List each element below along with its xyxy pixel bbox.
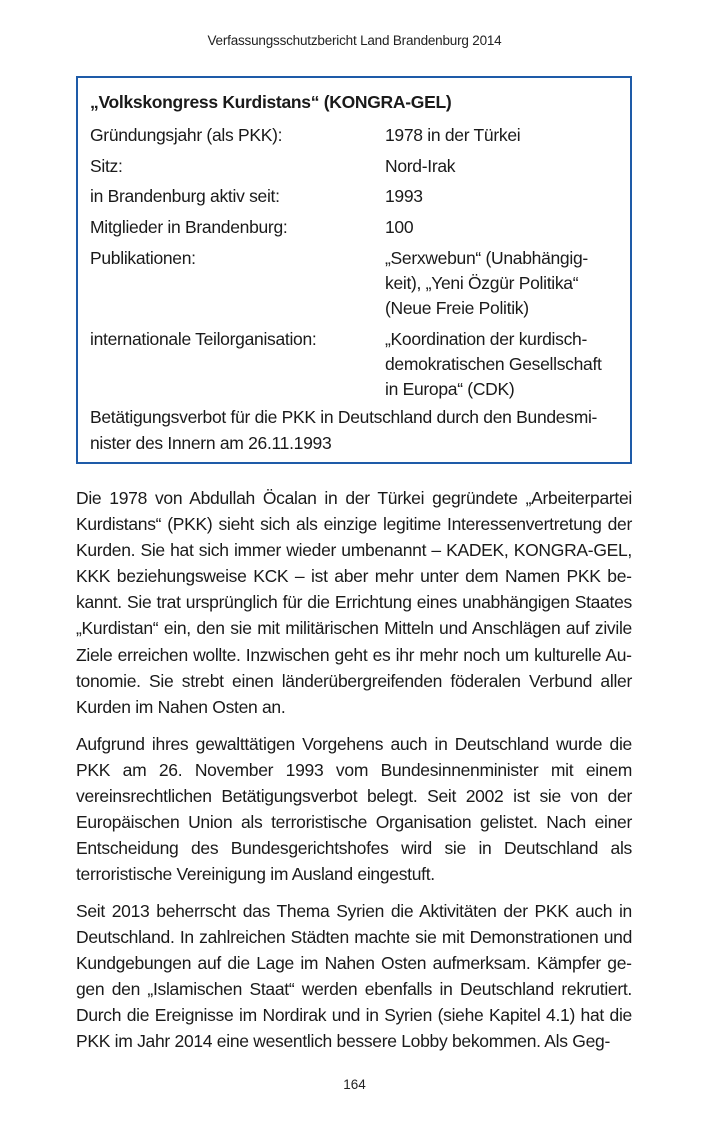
fact-value: 1993 [385, 186, 423, 206]
fact-value: „Serxwebun“ (Unabhängig- keit), „Yeni Özgür Politika“ (Neue Freie Politik) [385, 248, 588, 318]
fact-label: internationale Teilorganisation: [90, 329, 317, 349]
fact-box-title: „Volkskongress Kurdistans“ (KONGRA-GEL) [90, 92, 452, 112]
ban-note: Betätigungsverbot für die PKK in Deutschland durch den Bundesmi- nister des Innern am 26.11.1993 [90, 407, 598, 453]
fact-box [76, 76, 632, 464]
running-header: Verfassungsschutzbericht Land Brandenburg 2014 [207, 33, 502, 48]
fact-value: 1978 in der Türkei [385, 125, 521, 145]
fact-label: Gründungsjahr (als PKK): [90, 125, 283, 145]
fact-value: Nord-Irak [385, 156, 456, 176]
fact-label: Publikationen: [90, 248, 196, 268]
page-number: 164 [343, 1077, 366, 1092]
fact-label: Mitglieder in Brandenburg: [90, 217, 288, 237]
fact-value: 100 [385, 217, 414, 237]
fact-label: Sitz: [90, 156, 123, 176]
body-paragraph: Seit 2013 beherrscht das Thema Syrien die Aktivitäten der PKK auch in Deutschland. In zahlreichen Städten machte sie mit Demonstrationen und Kundgebungen auf die Lage im Nahen Osten aufmerksam. Kämpfer gegen den „Islamischen Staat“ werden ebenfalls in Deutschland rekrutiert. Durch die Ereignisse im Nordirak und in Syrien (siehe Kapitel 4.1) hat die PKK im Jahr 2014 eine wesentlich bessere Lobby bekommen. Als Geg- [76, 901, 632, 1052]
body-paragraph: Aufgrund ihres gewalttätigen Vorgehens auch in Deutschland wurde die PKK am 26. November 1993 vom Bundesinnenminister mit einem vereinsrechtlichen Betätigungsverbot belegt. Seit 2002 ist sie von der Europäischen Union als terroristische Organisation gelistet. Nach einer Entscheidung des Bundesgerichtshofes wird sie in Deutschland als terroristische Vereinigung im Ausland eingestuft. [76, 734, 632, 885]
fact-label: in Brandenburg aktiv seit: [90, 186, 280, 206]
fact-value: „Koordination der kurdisch- demokratischen Gesellschaft in Europa“ (CDK) [385, 329, 602, 399]
body-paragraph: Die 1978 von Abdullah Öcalan in der Türkei gegründete „Arbeiterpartei Kurdistans“ (PKK) sieht sich als einzige legitime Interessenvertretung der Kurden. Sie hat sich immer wieder umbenannt – KADEK, KONGRA-GEL, KKK beziehungsweise KCK – ist aber mehr unter dem Namen PKK bekannt. Sie trat ursprünglich für die Errichtung eines unabhängigen Staates „Kurdistan“ ein, den sie mit militärischen Mitteln und Anschlägen auf zivile Ziele erreichen wollte. Inzwischen geht es ihr mehr noch um kulturelle Autonomie. Sie strebt einen länderübergreifenden föderalen Verbund aller Kurden im Nahen Osten an. [76, 488, 632, 717]
